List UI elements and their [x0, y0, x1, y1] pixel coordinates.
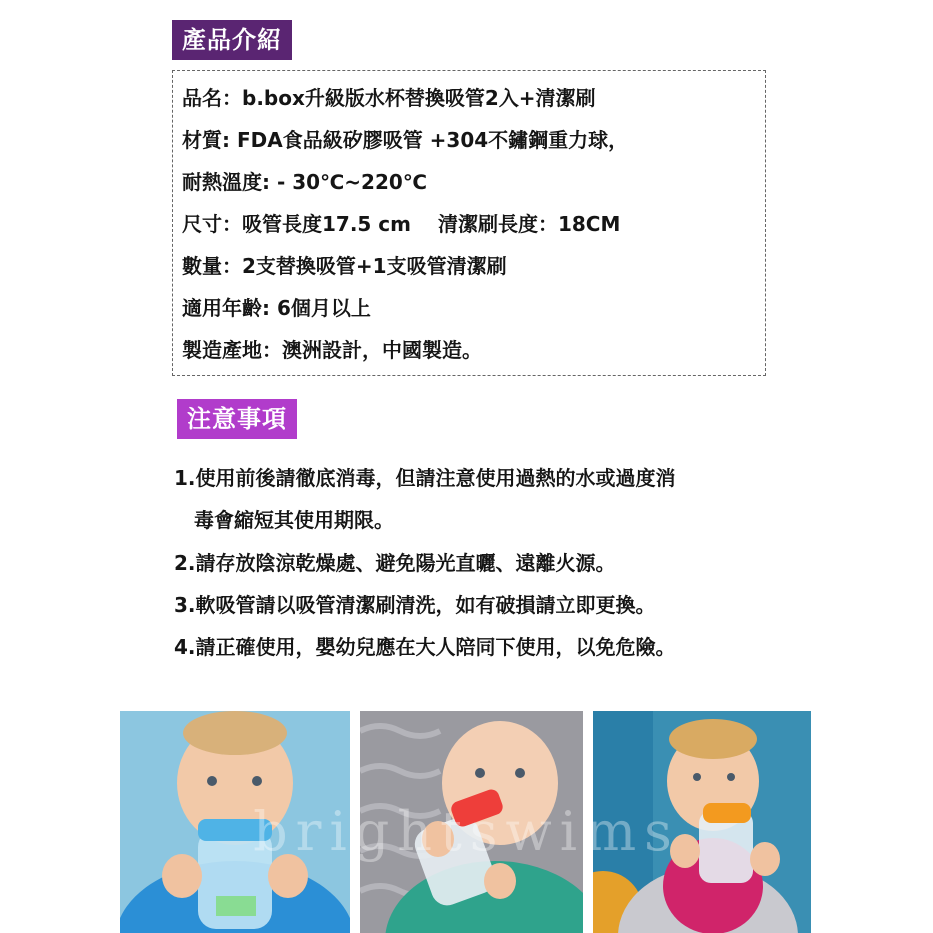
baby-pink-bib-photo — [593, 711, 811, 933]
info-row-quantity: 數量：2支替換吸管+1支吸管清潔刷 — [182, 254, 507, 278]
watermark: brightswims — [253, 800, 680, 863]
note-item-1: 1.使用前後請徹底消毒，但請注意使用過熱的水或過度消 — [174, 466, 676, 490]
info-row-material: 材質: FDA食品級矽膠吸管 +304不鏽鋼重力球， — [182, 128, 629, 152]
baby-blue-bib-photo — [120, 711, 350, 933]
info-row-origin: 製造產地：澳洲設計，中國製造。 — [182, 338, 482, 362]
baby-red-cup-photo — [360, 711, 583, 933]
product-info-box — [172, 70, 766, 376]
note-item-4: 4.請正確使用，嬰幼兒應在大人陪同下使用，以免危險。 — [174, 635, 676, 659]
info-row-name: 品名：b.box升級版水杯替換吸管2入+清潔刷 — [182, 86, 596, 110]
info-row-temperature: 耐熱溫度: - 30℃~220℃ — [182, 170, 427, 194]
note-item-2: 2.請存放陰涼乾燥處、避免陽光直曬、遠離火源。 — [174, 551, 616, 575]
product-intro-heading: 產品介紹 — [172, 20, 292, 60]
info-row-size: 尺寸：吸管長度17.5 cm 清潔刷長度：18CM — [182, 212, 621, 236]
info-row-age: 適用年齡: 6個月以上 — [182, 296, 371, 320]
note-item-3: 3.軟吸管請以吸管清潔刷清洗，如有破損請立即更換。 — [174, 593, 656, 617]
note-item-1-continued: 毒會縮短其使用期限。 — [174, 508, 394, 532]
notes-heading: 注意事項 — [177, 399, 297, 439]
